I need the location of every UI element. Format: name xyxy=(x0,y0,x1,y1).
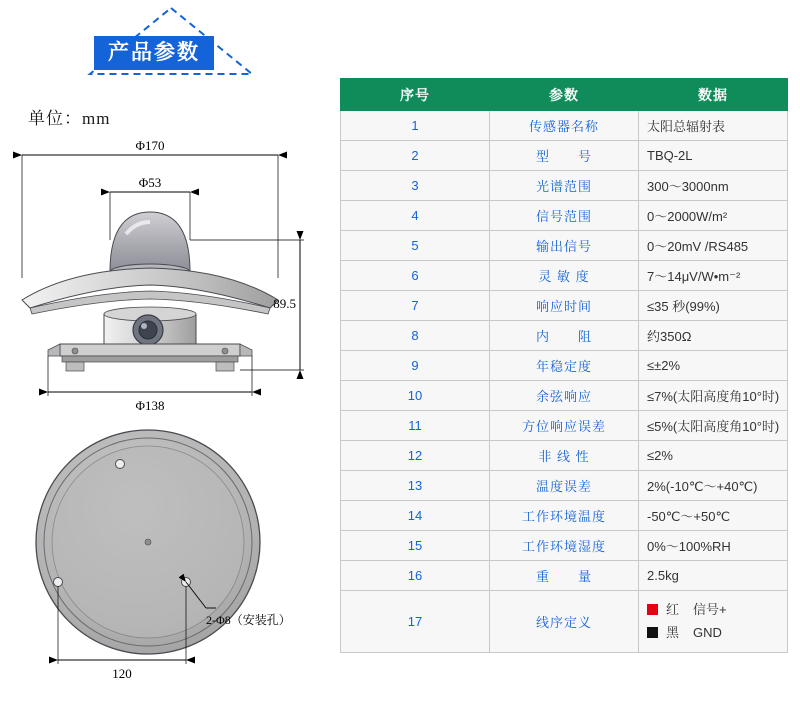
row-index: 9 xyxy=(341,351,490,381)
row-data: ≤±2% xyxy=(639,351,788,381)
page-title: 产品参数 xyxy=(94,36,214,70)
wire-name-red: 红 xyxy=(666,602,680,618)
wire-desc-black: GND xyxy=(693,624,722,640)
row-data: 约350Ω xyxy=(639,321,788,351)
table-row xyxy=(341,561,788,591)
row-data: -50℃～+50℃ xyxy=(639,501,788,531)
table-row xyxy=(341,261,788,291)
table-header-row xyxy=(341,79,788,111)
row-param: 非 线 性 xyxy=(490,441,639,471)
row-param: 余弦响应 xyxy=(490,381,639,411)
table-row xyxy=(341,501,788,531)
row-data: ≤35 秒(99%) xyxy=(639,291,788,321)
row-param: 输出信号 xyxy=(490,231,639,261)
title-banner xyxy=(86,4,256,84)
row-index: 6 xyxy=(341,261,490,291)
row-data: ≤5%(太阳高度角10°时) xyxy=(639,411,788,441)
row-param: 重 量 xyxy=(490,561,639,591)
row-param: 方位响应误差 xyxy=(490,411,639,441)
table-row xyxy=(341,291,788,321)
svg-text:Φ170: Φ170 xyxy=(135,138,165,153)
row-data: 2.5kg xyxy=(639,561,788,591)
table-row-wire-definition xyxy=(341,591,788,653)
table-row xyxy=(341,531,788,561)
row-data: 7～14μV/W•m⁻² xyxy=(639,261,788,291)
row-index: 14 xyxy=(341,501,490,531)
row-param: 年稳定度 xyxy=(490,351,639,381)
col-header-param: 参数 xyxy=(490,79,639,111)
wire-desc-red: 信号+ xyxy=(693,602,727,618)
wire-line-red xyxy=(647,599,786,621)
wire-color-swatch-black xyxy=(647,627,658,638)
table-row xyxy=(341,471,788,501)
svg-text:89.5: 89.5 xyxy=(273,296,296,311)
table-row xyxy=(341,381,788,411)
table-row xyxy=(341,231,788,261)
row-param: 传感器名称 xyxy=(490,111,639,141)
row-index: 16 xyxy=(341,561,490,591)
row-param: 工作环境湿度 xyxy=(490,531,639,561)
row-param: 型 号 xyxy=(490,141,639,171)
row-data: 300～3000nm xyxy=(639,171,788,201)
svg-text:Φ53: Φ53 xyxy=(138,175,162,190)
row-data: ≤2% xyxy=(639,441,788,471)
row-index: 13 xyxy=(341,471,490,501)
row-param: 灵 敏 度 xyxy=(490,261,639,291)
row-data-wire xyxy=(639,591,788,653)
table-row xyxy=(341,201,788,231)
row-param: 工作环境温度 xyxy=(490,501,639,531)
svg-text:Φ138: Φ138 xyxy=(135,398,165,413)
row-index: 2 xyxy=(341,141,490,171)
row-index: 17 xyxy=(341,591,490,653)
row-index: 10 xyxy=(341,381,490,411)
wire-color-swatch-red xyxy=(647,604,658,615)
row-index: 7 xyxy=(341,291,490,321)
technical-drawing xyxy=(0,130,330,690)
table-row xyxy=(341,141,788,171)
row-index: 11 xyxy=(341,411,490,441)
row-index: 3 xyxy=(341,171,490,201)
table-row xyxy=(341,321,788,351)
row-data: TBQ-2L xyxy=(639,141,788,171)
row-index: 1 xyxy=(341,111,490,141)
row-data: 0～2000W/m² xyxy=(639,201,788,231)
spec-table xyxy=(340,78,788,653)
row-param: 信号范围 xyxy=(490,201,639,231)
row-index: 4 xyxy=(341,201,490,231)
svg-text:120: 120 xyxy=(112,666,132,681)
svg-text:2-Φ8（安装孔）: 2-Φ8（安装孔） xyxy=(206,613,291,627)
table-row xyxy=(341,111,788,141)
row-index: 15 xyxy=(341,531,490,561)
wire-name-black: 黑 xyxy=(666,624,680,640)
row-index: 5 xyxy=(341,231,490,261)
row-data: 0～20mV /RS485 xyxy=(639,231,788,261)
row-param: 线序定义 xyxy=(490,591,639,653)
row-param: 光谱范围 xyxy=(490,171,639,201)
row-index: 12 xyxy=(341,441,490,471)
row-param: 温度误差 xyxy=(490,471,639,501)
table-row xyxy=(341,411,788,441)
row-param: 内 阻 xyxy=(490,321,639,351)
row-param: 响应时间 xyxy=(490,291,639,321)
spec-table-wrapper xyxy=(340,78,788,653)
row-data: 2%(-10℃～+40℃) xyxy=(639,471,788,501)
col-header-index: 序号 xyxy=(341,79,490,111)
wire-line-black xyxy=(647,622,786,644)
unit-label: 单位：mm xyxy=(28,109,111,128)
table-row xyxy=(341,171,788,201)
table-row xyxy=(341,441,788,471)
row-index: 8 xyxy=(341,321,490,351)
table-row xyxy=(341,351,788,381)
drawing-svg xyxy=(0,130,330,690)
col-header-data: 数据 xyxy=(639,79,788,111)
row-data: 0%～100%RH xyxy=(639,531,788,561)
row-data: 太阳总辐射表 xyxy=(639,111,788,141)
row-data: ≤7%(太阳高度角10°时) xyxy=(639,381,788,411)
